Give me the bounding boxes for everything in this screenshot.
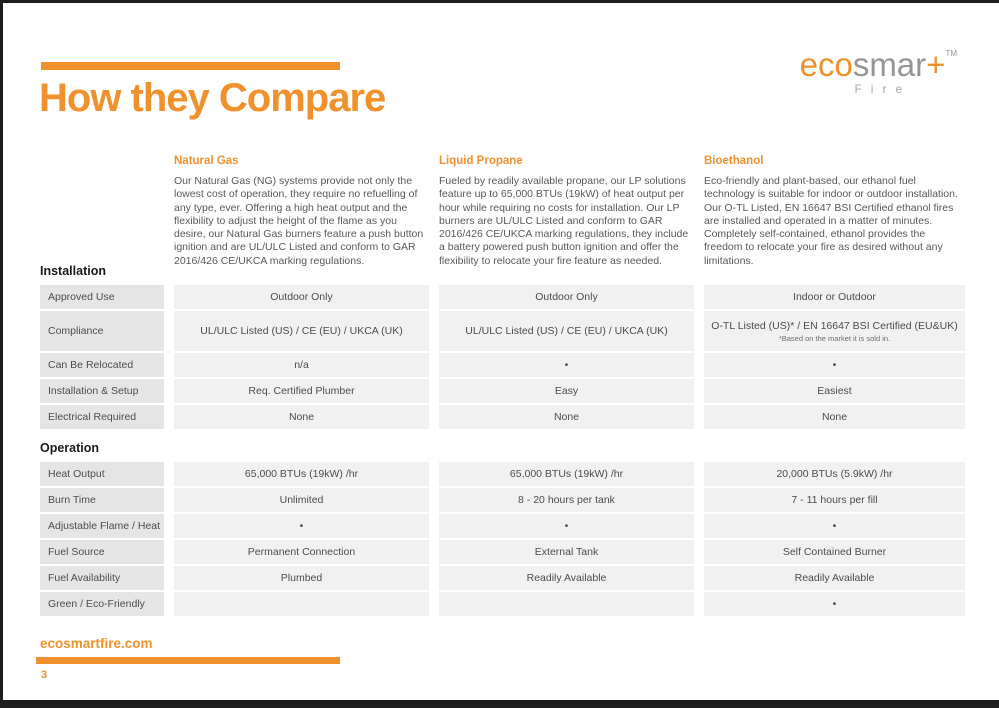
cell-bioethanol: Self Contained Burner: [704, 540, 965, 564]
page-title: How they Compare: [39, 76, 386, 120]
table-row: [40, 514, 965, 538]
ecosmart-fire-logo: [800, 48, 957, 96]
row-label: Burn Time: [40, 488, 164, 512]
column-bioethanol: [704, 155, 965, 268]
logo-wordmark: [800, 48, 957, 81]
cell-natural-gas: Plumbed: [174, 566, 429, 590]
column-description: Fueled by readily available propane, our LP solutions feature up to 65,000 BTUs (19kW) of heat output per hour while requiring no costs for installation. Our LP burners are UL/ULC Listed and conform to GAR 2016/426 CE/UKCA marking regulations, they include a battery powered push button ignition and offer the flexibility to relocate your fire feature as needed.: [439, 175, 689, 267]
cell-liquid-propane: 65,000 BTUs (19kW) /hr: [439, 462, 694, 486]
column-description: Eco-friendly and plant-based, our ethanol fuel technology is suitable for indoor or outdoor installation. Our O-TL Listed, EN 16647 BSI Certified ethanol fires are installed and operated in a matter of minutes. Completely self-contained, ethanol provides the freedom to relocate your fire as desired without any limitations.: [704, 175, 958, 267]
cell-natural-gas: Req. Certified Plumber: [174, 379, 429, 403]
table-row: [40, 566, 965, 590]
cell-natural-gas: UL/ULC Listed (US) / CE (EU) / UKCA (UK): [174, 311, 429, 351]
cell-natural-gas: Outdoor Only: [174, 285, 429, 309]
cell-liquid-propane: Readily Available: [439, 566, 694, 590]
row-label: Can Be Relocated: [40, 353, 164, 377]
page-frame-top: [0, 0, 999, 3]
label-column-spacer: [40, 155, 164, 268]
column-title: Natural Gas: [174, 155, 239, 167]
cell-natural-gas: [174, 592, 429, 616]
cell-liquid-propane: UL/ULC Listed (US) / CE (EU) / UKCA (UK): [439, 311, 694, 351]
table-row: [40, 379, 965, 403]
row-label: Fuel Availability: [40, 566, 164, 590]
title-accent-bar: [41, 62, 340, 70]
cell-bioethanol: •: [704, 592, 965, 616]
page-number: 3: [41, 669, 48, 681]
table-row: [40, 353, 965, 377]
comparison-table: [40, 264, 965, 618]
columns-header: [40, 155, 965, 268]
cell-bioethanol: None: [704, 405, 965, 429]
cell-liquid-propane: •: [439, 353, 694, 377]
cell-liquid-propane: Outdoor Only: [439, 285, 694, 309]
cell-bioethanol: Easiest: [704, 379, 965, 403]
compliance-footnote: *Based on the market it is sold in.: [778, 333, 891, 343]
row-label: Compliance: [40, 311, 164, 351]
column-liquid-propane: [439, 155, 694, 268]
logo-text-eco: eco: [799, 46, 853, 83]
row-label: Approved Use: [40, 285, 164, 309]
cell-bioethanol: 20,000 BTUs (5.9kW) /hr: [704, 462, 965, 486]
page-frame-left: [0, 0, 3, 708]
table-row: [40, 285, 965, 309]
cell-liquid-propane: •: [439, 514, 694, 538]
row-label: Adjustable Flame / Heat: [40, 514, 164, 538]
cell-natural-gas: Unlimited: [174, 488, 429, 512]
section-title-operation: Operation: [40, 441, 100, 455]
cell-liquid-propane: External Tank: [439, 540, 694, 564]
cell-natural-gas: 65,000 BTUs (19kW) /hr: [174, 462, 429, 486]
cell-value-text: O-TL Listed (US)* / EN 16647 BSI Certified (EU&UK): [711, 319, 958, 332]
row-label: Installation & Setup: [40, 379, 164, 403]
cell-natural-gas: n/a: [174, 353, 429, 377]
row-label: Fuel Source: [40, 540, 164, 564]
cell-bioethanol: [704, 311, 965, 351]
cell-bioethanol: •: [704, 353, 965, 377]
column-title: Bioethanol: [704, 155, 764, 167]
cell-liquid-propane: [439, 592, 694, 616]
row-label: Heat Output: [40, 462, 164, 486]
footer-website-link[interactable]: ecosmartfire.com: [40, 636, 153, 651]
cell-bioethanol: Indoor or Outdoor: [704, 285, 965, 309]
column-title: Liquid Propane: [439, 155, 523, 167]
cell-natural-gas: Permanent Connection: [174, 540, 429, 564]
table-row: [40, 405, 965, 429]
table-row: [40, 592, 965, 616]
page-frame-bottom: [0, 700, 999, 708]
row-label: Green / Eco-Friendly: [40, 592, 164, 616]
logo-plus-icon: +: [926, 46, 946, 83]
table-row: [40, 540, 965, 564]
cell-bioethanol: 7 - 11 hours per fill: [704, 488, 965, 512]
logo-text-smart: smar: [852, 46, 927, 83]
cell-natural-gas: None: [174, 405, 429, 429]
table-row: [40, 311, 965, 351]
column-natural-gas: [174, 155, 429, 268]
row-label: Electrical Required: [40, 405, 164, 429]
cell-liquid-propane: Easy: [439, 379, 694, 403]
cell-liquid-propane: None: [439, 405, 694, 429]
table-row: [40, 462, 965, 486]
table-row: [40, 488, 965, 512]
section-title-installation: Installation: [40, 264, 106, 278]
logo-trademark: TM: [945, 49, 957, 58]
column-description: Our Natural Gas (NG) systems provide not only the lowest cost of operation, they require no refuelling of any type, ever. Offering a high heat output and the flexibility to adjust the height of the flame as you desire, our Natural Gas burners feature a push button ignition and are UL/ULC Listed and conform to GAR 2016/426 CE/UKCA marking regulations.: [174, 175, 424, 267]
cell-bioethanol: •: [704, 514, 965, 538]
logo-fire-label: Fire: [854, 82, 912, 96]
cell-natural-gas: •: [174, 514, 429, 538]
cell-bioethanol: Readily Available: [704, 566, 965, 590]
footer-accent-bar: [36, 657, 340, 664]
cell-liquid-propane: 8 - 20 hours per tank: [439, 488, 694, 512]
